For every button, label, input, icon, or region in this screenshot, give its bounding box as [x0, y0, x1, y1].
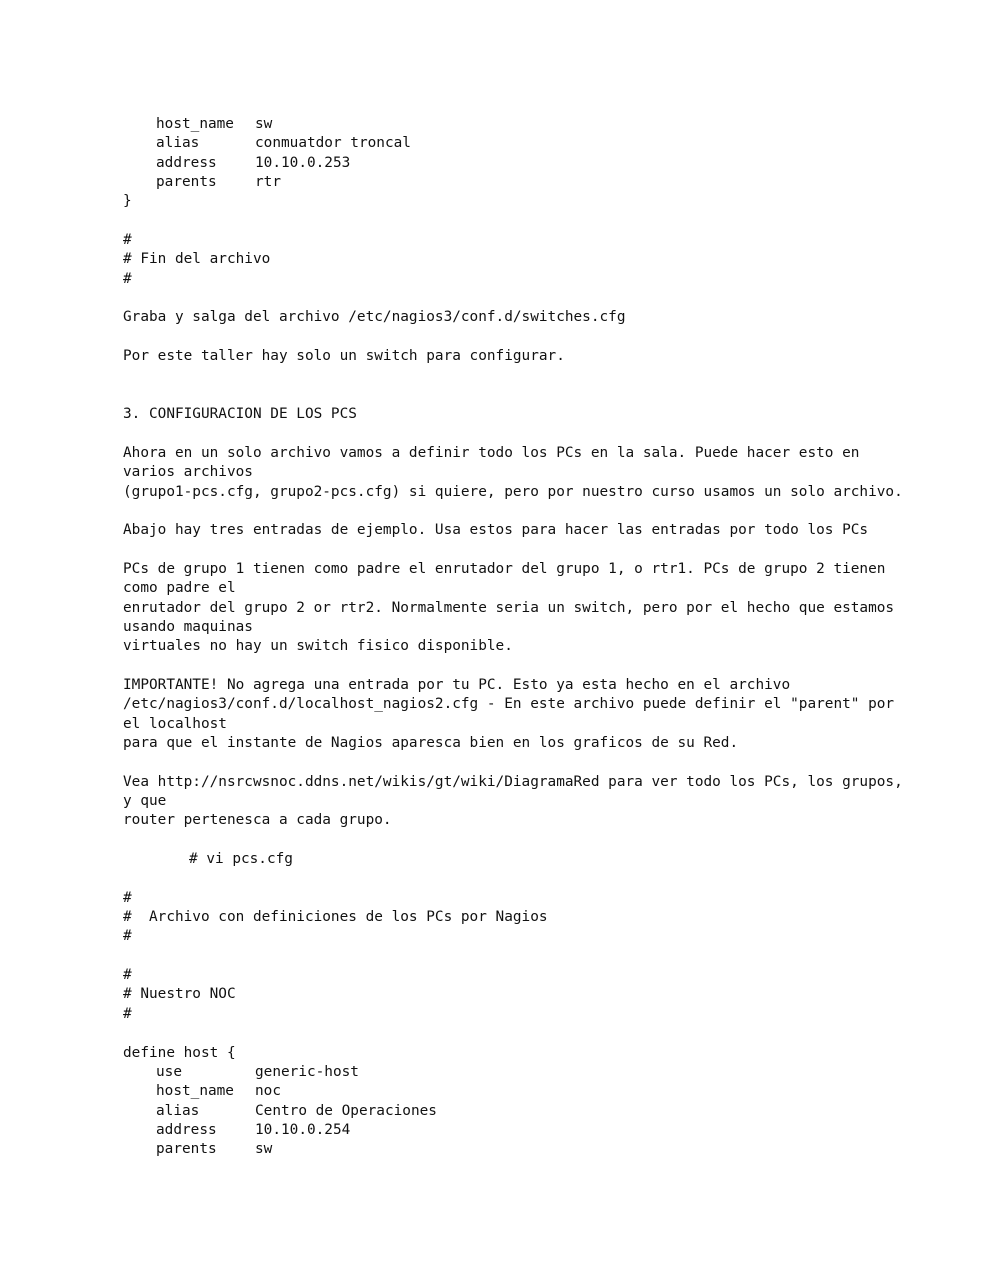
paragraph-line: para que el instante de Nagios aparesca bien en los graficos de su Red.	[123, 735, 739, 751]
section-heading: 3. CONFIGURACION DE LOS PCS	[123, 406, 357, 423]
config-value: noc	[255, 1083, 281, 1100]
blank-line	[123, 657, 963, 676]
blank-line	[123, 289, 963, 308]
config-line	[123, 173, 963, 192]
blank-line	[123, 366, 963, 385]
blank-line	[123, 212, 963, 231]
comment-line: #	[123, 928, 132, 945]
paragraph-line: virtuales no hay un switch fisico disponible.	[123, 638, 513, 655]
blank-line	[123, 947, 963, 966]
comment-line: #	[123, 967, 132, 984]
config-key: address	[156, 1121, 217, 1138]
comment-line: # Archivo con definiciones de los PCs por Nagios	[123, 909, 548, 926]
blank-line	[123, 753, 963, 772]
paragraph-line: usando maquinas	[123, 618, 253, 635]
define-host-line: define host {	[123, 1044, 236, 1061]
blank-line	[123, 541, 963, 560]
config-value: sw	[255, 116, 273, 132]
instruction-text: Graba y salga del archivo /etc/nagios3/conf.d/switches.cfg	[123, 309, 626, 326]
config-value: conmuatdor troncal	[255, 135, 411, 152]
config-value: Centro de Operaciones	[255, 1102, 437, 1119]
config-value: sw	[255, 1141, 273, 1158]
config-line	[123, 1140, 963, 1159]
paragraph-line: el localhost	[123, 715, 227, 732]
config-line	[123, 1121, 963, 1140]
comment-line: #	[123, 1005, 132, 1022]
config-line	[123, 115, 963, 134]
config-value: rtr	[255, 174, 281, 191]
closing-brace: }	[123, 193, 132, 210]
paragraph-line: Ahora en un solo archivo vamos a definir todo los PCs en la sala. Puede hacer esto en	[123, 444, 860, 461]
config-key: host_name	[156, 1083, 234, 1100]
blank-line	[123, 831, 963, 850]
blank-line	[123, 502, 963, 521]
config-key: host_name	[156, 116, 234, 132]
paragraph-line: varios archivos	[123, 464, 253, 481]
config-key: parents	[156, 1141, 217, 1158]
config-line	[123, 1063, 963, 1082]
paragraph-line: Abajo hay tres entradas de ejemplo. Usa estos para hacer las entradas por todo los PCs	[123, 522, 869, 539]
config-line	[123, 1082, 963, 1101]
comment-line: #	[123, 889, 132, 906]
config-value: generic-host	[255, 1063, 359, 1080]
document-text	[123, 115, 963, 1160]
blank-line	[123, 869, 963, 888]
comment-line: # Nuestro NOC	[123, 986, 236, 1003]
paragraph-line: enrutador del grupo 2 or rtr2. Normalmente seria un switch, pero por el hecho que estamos	[123, 599, 895, 616]
blank-line	[123, 386, 963, 405]
paragraph-line: Vea http://nsrcwsnoc.ddns.net/wikis/gt/wiki/DiagramaRed para ver todo los PCs, los grupos,	[123, 773, 903, 790]
config-value: 10.10.0.253	[255, 154, 351, 171]
config-key: parents	[156, 174, 217, 191]
config-key: address	[156, 154, 217, 171]
config-line	[123, 1102, 963, 1121]
paragraph-line: (grupo1-pcs.cfg, grupo2-pcs.cfg) si quiere, pero por nuestro curso usamos un solo archivo.	[123, 483, 903, 500]
blank-line	[123, 328, 963, 347]
paragraph-line: /etc/nagios3/conf.d/localhost_nagios2.cfg - En este archivo puede definir el "parent" por	[123, 696, 895, 713]
blank-line	[123, 425, 963, 444]
paragraph-line: como padre el	[123, 580, 236, 597]
paragraph-line: y que	[123, 793, 167, 810]
config-key: use	[156, 1063, 182, 1080]
comment-line: #	[123, 270, 132, 287]
instruction-text: Por este taller hay solo un switch para configurar.	[123, 348, 565, 365]
config-line	[123, 154, 963, 173]
config-line	[123, 134, 963, 153]
paragraph-line: router pertenesca a cada grupo.	[123, 812, 392, 829]
config-key: alias	[156, 1102, 200, 1119]
comment-line: #	[123, 232, 132, 249]
blank-line	[123, 1024, 963, 1043]
comment-line: # Fin del archivo	[123, 251, 271, 268]
config-key: alias	[156, 135, 200, 152]
paragraph-line: IMPORTANTE! No agrega una entrada por tu PC. Esto ya esta hecho en el archivo	[123, 676, 791, 693]
config-value: 10.10.0.254	[255, 1121, 351, 1138]
paragraph-line: PCs de grupo 1 tienen como padre el enrutador del grupo 1, o rtr1. PCs de grupo 2 tienen	[123, 560, 886, 577]
shell-command: # vi pcs.cfg	[189, 851, 293, 868]
